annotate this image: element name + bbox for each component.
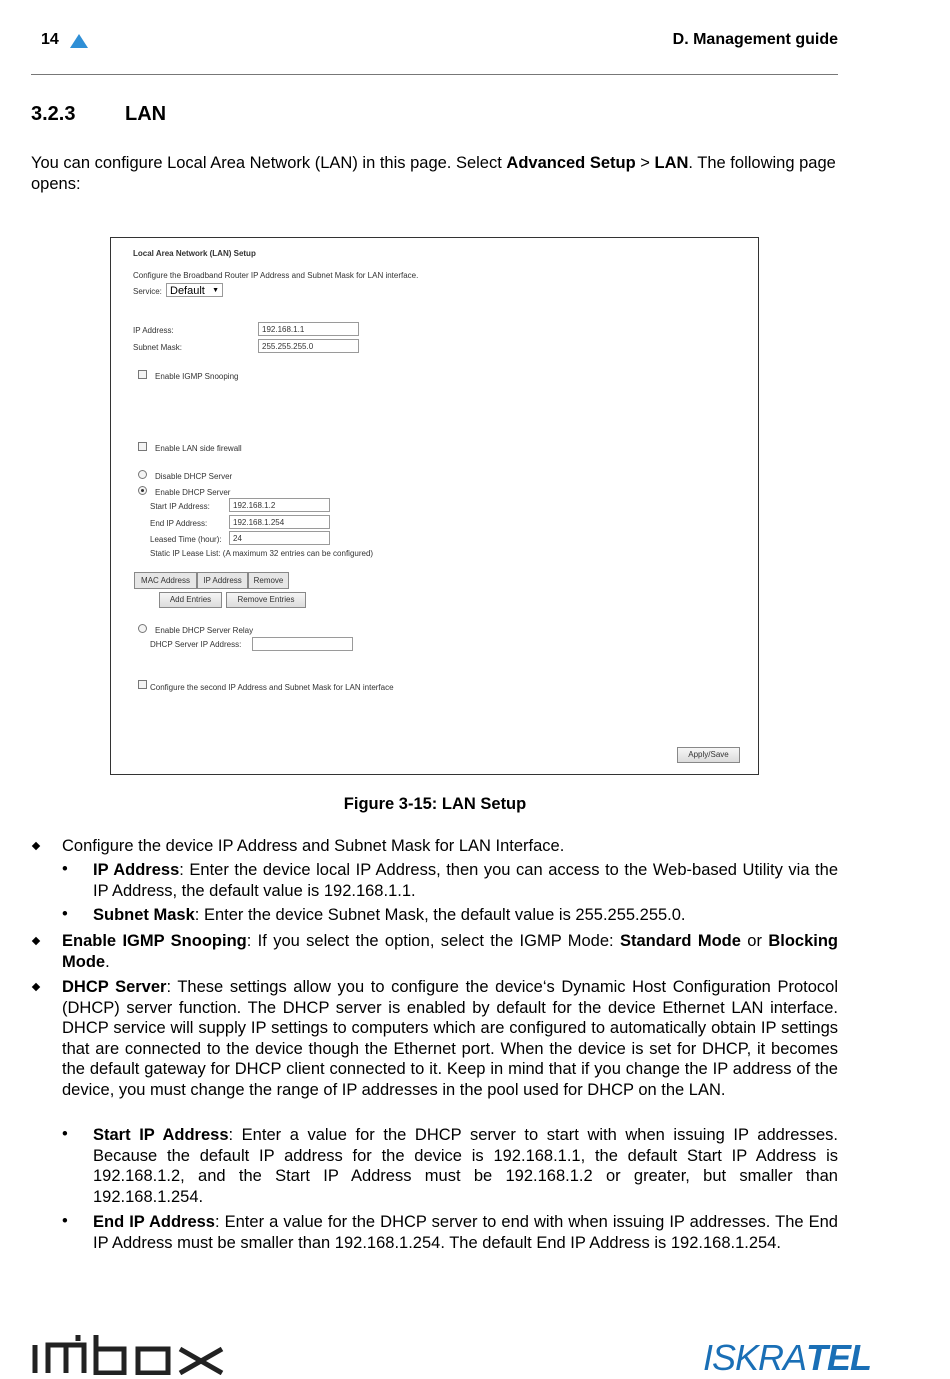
static-lease-label: Static IP Lease List: (A maximum 32 entries can be configured) bbox=[150, 549, 374, 558]
table-header-mac: MAC Address bbox=[134, 572, 197, 589]
header-divider bbox=[31, 74, 838, 75]
sub-bullet-end-ip: End IP Address: Enter a value for the DHCP server to end with when issuing IP addresses. The End IP Address must be smaller than 192.168.1.254. The default End IP Address is 192.168.1.254. bbox=[93, 1213, 838, 1252]
relay-ip-label: DHCP Server IP Address: bbox=[150, 640, 242, 649]
second-ip-label: Configure the second IP Address and Subnet Mask for LAN interface bbox=[150, 683, 394, 692]
dhcp-relay-label: Enable DHCP Server Relay bbox=[155, 626, 254, 635]
imbox-logo bbox=[30, 1333, 226, 1375]
ip-address-label: IP Address: bbox=[133, 326, 174, 335]
lan-firewall-label: Enable LAN side firewall bbox=[155, 444, 242, 453]
second-ip-checkbox[interactable] bbox=[138, 680, 147, 689]
bullet-dhcp-server: DHCP Server: These settings allow you to configure the device‘s Dynamic Host Configuration Protocol (DHCP) server function. The DHCP server is enabled by default for the device Ethernet LAN interface. DHCP service will supply IP settings to computers which are configured to automatically obtain IP settings that are connected to the device though the Ethernet port. When the device is set for DHCP, it becomes the default gateway for DHCP client connected to it. Keep in mind that if you change the IP address of the device, you must change the range of IP addresses in the pool used for DHCP on the LAN. bbox=[62, 978, 838, 1099]
bullet-dot-icon: • bbox=[62, 860, 68, 878]
add-entries-button[interactable]: Add Entries bbox=[159, 592, 222, 608]
menu-lan: LAN bbox=[654, 154, 689, 172]
bullet-diamond-icon bbox=[32, 983, 40, 991]
table-header-ip: IP Address bbox=[197, 572, 248, 589]
disable-dhcp-radio[interactable] bbox=[138, 470, 147, 479]
sub-bullet-ip-address: IP Address: Enter the device local IP Address, then you can access to the Web-based Utility via the IP Address, the default value is 192.168.1.1. bbox=[93, 861, 838, 900]
enable-dhcp-radio[interactable] bbox=[138, 486, 147, 495]
figure-description: Configure the Broadband Router IP Address and Subnet Mask for LAN interface. bbox=[133, 271, 419, 280]
service-label: Service: bbox=[133, 287, 162, 296]
figure-caption: Figure 3-15: LAN Setup bbox=[343, 795, 527, 813]
igmp-snooping-label: Enable IGMP Snooping bbox=[155, 372, 239, 381]
bullet-igmp-snooping: Enable IGMP Snooping: If you select the option, select the IGMP Mode: Standard Mode or Blocking Mode. bbox=[62, 932, 839, 971]
end-ip-label: End IP Address: bbox=[150, 519, 208, 528]
section-number: 3.2.3 bbox=[31, 103, 76, 125]
intro-paragraph: You can configure Local Area Network (LAN) in this page. Select Advanced Setup > LAN. The following page opens: bbox=[31, 154, 836, 193]
menu-advanced-setup: Advanced Setup bbox=[506, 154, 636, 172]
chevron-down-icon: ▼ bbox=[212, 287, 219, 294]
enable-dhcp-label: Enable DHCP Server bbox=[155, 488, 231, 497]
relay-ip-input[interactable] bbox=[252, 637, 353, 651]
start-ip-label: Start IP Address: bbox=[150, 502, 210, 511]
igmp-snooping-checkbox[interactable] bbox=[138, 370, 147, 379]
disable-dhcp-label: Disable DHCP Server bbox=[155, 472, 233, 481]
lan-firewall-checkbox[interactable] bbox=[138, 442, 147, 451]
ip-address-input[interactable]: 192.168.1.1 bbox=[258, 322, 359, 336]
iskratel-logo: ISKRATEL bbox=[703, 1337, 872, 1378]
table-header-remove: Remove bbox=[248, 572, 289, 589]
page-number: 14 bbox=[41, 31, 59, 48]
lease-time-label: Leased Time (hour): bbox=[150, 535, 222, 544]
bullet-dot-icon: • bbox=[62, 1125, 68, 1143]
end-ip-input[interactable]: 192.168.1.254 bbox=[229, 515, 330, 529]
subnet-mask-input[interactable]: 255.255.255.0 bbox=[258, 339, 359, 353]
lan-setup-screenshot bbox=[110, 237, 759, 775]
subnet-mask-label: Subnet Mask: bbox=[133, 343, 182, 352]
bullet-dot-icon: • bbox=[62, 1212, 68, 1230]
section-title: LAN bbox=[125, 103, 167, 125]
bullet-diamond-icon bbox=[32, 937, 40, 945]
lease-time-input[interactable]: 24 bbox=[229, 531, 330, 545]
remove-entries-button[interactable]: Remove Entries bbox=[226, 592, 306, 608]
service-select[interactable]: Default ▼ bbox=[166, 283, 223, 297]
bullet-diamond-icon bbox=[32, 842, 40, 850]
bullet-configure-lan: Configure the device IP Address and Subnet Mask for LAN Interface. bbox=[62, 837, 565, 855]
dhcp-relay-radio[interactable] bbox=[138, 624, 147, 633]
bullet-dot-icon: • bbox=[62, 905, 68, 923]
figure-heading: Local Area Network (LAN) Setup bbox=[133, 249, 256, 258]
sub-bullet-subnet-mask: Subnet Mask: Enter the device Subnet Mask, the default value is 255.255.255.0. bbox=[93, 906, 686, 924]
apply-save-button[interactable]: Apply/Save bbox=[677, 747, 740, 763]
document-title: D. Management guide bbox=[672, 31, 838, 48]
start-ip-input[interactable]: 192.168.1.2 bbox=[229, 498, 330, 512]
triangle-icon bbox=[70, 34, 88, 48]
sub-bullet-start-ip: Start IP Address: Enter a value for the DHCP server to start with when issuing IP addresses. Because the default IP address for the device is 192.168.1.1, the default Start IP Address is 192.168.1.2, and the Start IP Address must be 192.168.1.2 or greater, but smaller than 192.168.1.254. bbox=[93, 1126, 838, 1206]
